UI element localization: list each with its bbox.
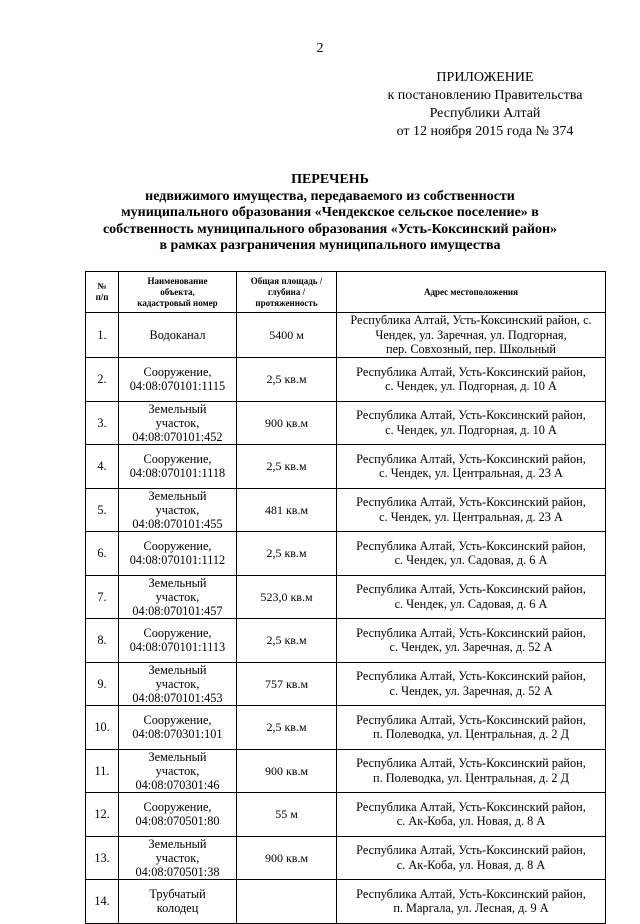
row-number: 13. bbox=[86, 836, 119, 879]
object-name-line: Сооружение, bbox=[143, 365, 212, 379]
header-line: глубина / bbox=[267, 286, 306, 297]
object-name-line: 04:08:070101:1113 bbox=[129, 640, 226, 654]
area-cell: 481 кв.м bbox=[237, 488, 337, 531]
address-line: Республика Алтай, Усть-Коксинский район, bbox=[356, 669, 586, 683]
row-number: 2. bbox=[86, 357, 119, 401]
object-name-line: Земельный bbox=[148, 836, 207, 851]
address-line: с. Чендек, ул. Центральная, д. 23 А bbox=[379, 509, 563, 524]
object-name-cell bbox=[119, 357, 237, 401]
title-line: в рамках разграничения муниципального имущества bbox=[159, 238, 501, 254]
property-table bbox=[85, 271, 606, 924]
table-body bbox=[86, 313, 606, 924]
header-name bbox=[119, 272, 237, 313]
header-line: кадастровый номер bbox=[137, 297, 218, 308]
object-name-line: 04:08:070101:453 bbox=[132, 690, 223, 705]
area-cell: 2,5 кв.м bbox=[237, 531, 337, 575]
address-cell bbox=[337, 749, 606, 792]
title-line: недвижимого имущества, передаваемого из собственности bbox=[145, 188, 515, 204]
area-cell: 5400 м bbox=[237, 313, 337, 358]
header-line: протяженность bbox=[255, 297, 318, 308]
table-row bbox=[86, 575, 606, 618]
object-name-cell bbox=[119, 575, 237, 618]
header-line: Общая площадь / bbox=[250, 275, 323, 286]
area-cell: 523,0 кв.м bbox=[237, 575, 337, 618]
appendix-line: ПРИЛОЖЕНИЕ bbox=[436, 70, 534, 85]
object-name-line: 04:08:070101:1112 bbox=[129, 553, 226, 567]
object-name-line: Земельный bbox=[148, 749, 207, 764]
table-row bbox=[86, 531, 606, 575]
object-name-cell bbox=[119, 879, 237, 923]
object-name-line: Сооружение, bbox=[143, 713, 212, 727]
object-name-cell bbox=[119, 401, 237, 444]
row-number: 14. bbox=[86, 879, 119, 923]
object-name-line: участок, bbox=[155, 676, 200, 691]
title-line: ПЕРЕЧЕНЬ bbox=[291, 172, 369, 187]
header-line: п/п bbox=[95, 292, 109, 302]
address-line: с. Чендек, ул. Подгорная, д. 10 А bbox=[385, 379, 557, 393]
header-line: Адрес местоположения bbox=[424, 286, 518, 297]
object-name-cell bbox=[119, 618, 237, 662]
object-name-line: Водоканал bbox=[149, 327, 206, 342]
object-name-line: участок, bbox=[155, 763, 200, 778]
area-cell bbox=[237, 879, 337, 923]
area-cell: 2,5 кв.м bbox=[237, 705, 337, 749]
object-name-cell bbox=[119, 705, 237, 749]
row-number: 9. bbox=[86, 662, 119, 705]
address-line: с. Чендек, ул. Подгорная, д. 10 А bbox=[385, 422, 557, 437]
object-name-cell bbox=[119, 792, 237, 836]
table-row bbox=[86, 879, 606, 923]
title-line: собственность муниципального образования «Усть-Коксинский район» bbox=[102, 221, 558, 237]
object-name-cell bbox=[119, 749, 237, 792]
address-line: Республика Алтай, Усть-Коксинский район, bbox=[356, 408, 586, 422]
address-cell bbox=[337, 836, 606, 879]
appendix-block bbox=[340, 69, 630, 141]
address-line: п. Маргала, ул. Лесная, д. 9 А bbox=[393, 901, 549, 915]
address-cell bbox=[337, 357, 606, 401]
area-cell: 900 кв.м bbox=[237, 836, 337, 879]
area-cell: 900 кв.м bbox=[237, 749, 337, 792]
object-name-line: Сооружение, bbox=[143, 452, 212, 466]
table-row bbox=[86, 836, 606, 879]
address-cell bbox=[337, 401, 606, 444]
object-name-line: 04:08:070101:457 bbox=[132, 603, 223, 618]
object-name-line: Сооружение, bbox=[143, 800, 212, 814]
address-line: с. Чендек, ул. Садовая, д. 6 А bbox=[394, 553, 548, 567]
address-line: Чендек, ул. Заречная, ул. Подгорная, bbox=[375, 327, 567, 342]
address-line: пер. Совхозный, пер. Школьный bbox=[386, 342, 556, 356]
address-cell bbox=[337, 313, 606, 358]
object-name-line: участок, bbox=[155, 589, 200, 604]
address-line: с. Чендек, ул. Садовая, д. 6 А bbox=[394, 596, 548, 611]
address-line: с. Чендек, ул. Центральная, д. 23 А bbox=[379, 466, 563, 480]
address-cell bbox=[337, 879, 606, 923]
address-line: Республика Алтай, Усть-Коксинский район, bbox=[356, 364, 586, 379]
object-name-line: 04:08:070101:1115 bbox=[129, 379, 226, 393]
address-line: Республика Алтай, Усть-Коксинский район, bbox=[356, 582, 586, 596]
table-row bbox=[86, 401, 606, 444]
table-row bbox=[86, 313, 606, 358]
header-area bbox=[237, 272, 337, 313]
object-name-cell bbox=[119, 313, 237, 358]
address-cell bbox=[337, 662, 606, 705]
address-line: Республика Алтай, Усть-Коксинский район, bbox=[356, 843, 586, 857]
row-number: 1. bbox=[86, 313, 119, 358]
object-name-line: 04:08:070501:38 bbox=[135, 864, 220, 879]
table-row bbox=[86, 792, 606, 836]
object-name-line: участок, bbox=[155, 415, 200, 430]
header-line: Наименование bbox=[147, 275, 208, 286]
document-title bbox=[60, 172, 600, 255]
address-cell bbox=[337, 705, 606, 749]
header-address bbox=[337, 272, 606, 313]
address-line: Республика Алтай, Усть-Коксинский район, bbox=[356, 799, 586, 814]
header-line: № bbox=[97, 281, 107, 291]
address-line: Республика Алтай, Усть-Коксинский район, с. bbox=[350, 313, 592, 327]
object-name-line: Земельный bbox=[148, 488, 207, 503]
row-number: 5. bbox=[86, 488, 119, 531]
address-line: Республика Алтай, Усть-Коксинский район, bbox=[356, 712, 586, 727]
object-name-cell bbox=[119, 444, 237, 488]
object-name-line: 04:08:070301:46 bbox=[135, 777, 220, 792]
object-name-line: Трубчатый bbox=[149, 887, 206, 901]
object-name-line: 04:08:070101:452 bbox=[132, 429, 223, 444]
row-number: 11. bbox=[86, 749, 119, 792]
object-name-line: Сооружение, bbox=[143, 539, 212, 553]
appendix-line: от 12 ноября 2015 года № 374 bbox=[396, 124, 574, 139]
appendix-line: Республики Алтай bbox=[429, 106, 541, 121]
row-number: 7. bbox=[86, 575, 119, 618]
row-number: 8. bbox=[86, 618, 119, 662]
address-line: п. Полеводка, ул. Центральная, д. 2 Д bbox=[372, 727, 569, 741]
address-line: Республика Алтай, Усть-Коксинский район, bbox=[356, 886, 586, 901]
address-line: Республика Алтай, Усть-Коксинский район, bbox=[356, 756, 586, 770]
area-cell: 757 кв.м bbox=[237, 662, 337, 705]
address-cell bbox=[337, 531, 606, 575]
area-cell: 2,5 кв.м bbox=[237, 357, 337, 401]
area-cell: 55 м bbox=[237, 792, 337, 836]
object-name-cell bbox=[119, 531, 237, 575]
address-line: Республика Алтай, Усть-Коксинский район, bbox=[356, 495, 586, 509]
address-line: с. Чендек, ул. Заречная, д. 52 А bbox=[389, 640, 553, 654]
address-cell bbox=[337, 444, 606, 488]
table-row bbox=[86, 488, 606, 531]
object-name-line: 04:08:070101:455 bbox=[132, 516, 223, 531]
address-line: Республика Алтай, Усть-Коксинский район, bbox=[356, 451, 586, 466]
header-number bbox=[86, 272, 119, 313]
object-name-line: Земельный bbox=[148, 401, 207, 416]
address-cell bbox=[337, 618, 606, 662]
table-row bbox=[86, 662, 606, 705]
area-cell: 2,5 кв.м bbox=[237, 444, 337, 488]
row-number: 3. bbox=[86, 401, 119, 444]
table-row bbox=[86, 749, 606, 792]
title-line: муниципального образования «Чендекское сельское поселение» в bbox=[121, 205, 539, 221]
object-name-line: участок, bbox=[155, 850, 200, 865]
address-line: с. Ак-Коба, ул. Новая, д. 8 А bbox=[396, 814, 546, 828]
row-number: 6. bbox=[86, 531, 119, 575]
object-name-line: Земельный bbox=[148, 662, 207, 677]
object-name-line: 04:08:070501:80 bbox=[135, 814, 220, 828]
object-name-cell bbox=[119, 488, 237, 531]
page-number: 2 bbox=[316, 41, 324, 56]
address-cell bbox=[337, 792, 606, 836]
object-name-cell bbox=[119, 836, 237, 879]
address-line: с. Чендек, ул. Заречная, д. 52 А bbox=[389, 683, 553, 698]
table-row bbox=[86, 705, 606, 749]
object-name-line: 04:08:070301:101 bbox=[132, 727, 223, 741]
row-number: 4. bbox=[86, 444, 119, 488]
object-name-line: 04:08:070101:1118 bbox=[129, 466, 226, 480]
address-line: Республика Алтай, Усть-Коксинский район, bbox=[356, 538, 586, 553]
address-line: Республика Алтай, Усть-Коксинский район, bbox=[356, 625, 586, 640]
area-cell: 2,5 кв.м bbox=[237, 618, 337, 662]
address-cell bbox=[337, 488, 606, 531]
object-name-cell bbox=[119, 662, 237, 705]
object-name-line: участок, bbox=[155, 502, 200, 517]
table-row bbox=[86, 444, 606, 488]
address-cell bbox=[337, 575, 606, 618]
header-line: объекта, bbox=[160, 286, 195, 297]
object-name-line: Земельный bbox=[148, 575, 207, 590]
table-row bbox=[86, 618, 606, 662]
row-number: 12. bbox=[86, 792, 119, 836]
object-name-line: колодец bbox=[156, 901, 199, 915]
table-header-row bbox=[86, 272, 606, 313]
address-line: п. Полеводка, ул. Центральная, д. 2 Д bbox=[372, 770, 569, 785]
object-name-line: Сооружение, bbox=[143, 626, 212, 640]
area-cell: 900 кв.м bbox=[237, 401, 337, 444]
address-line: с. Ак-Коба, ул. Новая, д. 8 А bbox=[396, 857, 546, 872]
appendix-line: к постановлению Правительства bbox=[387, 88, 583, 103]
table-row bbox=[86, 357, 606, 401]
row-number: 10. bbox=[86, 705, 119, 749]
